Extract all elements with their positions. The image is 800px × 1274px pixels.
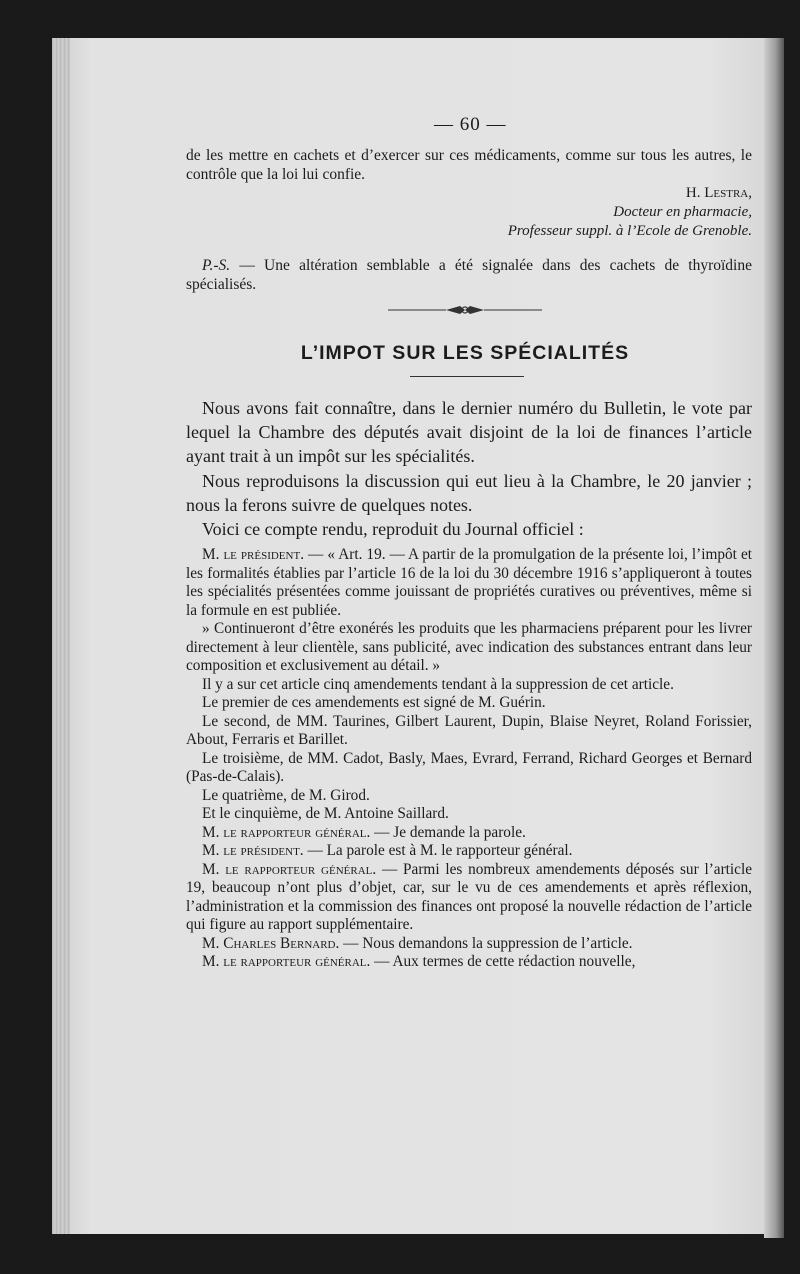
debate-paragraph: Et le cinquième, de M. Antoine Saillard. [202, 805, 449, 822]
lead-paragraph-3: Voici ce compte rendu, reproduit du Journal officiel : [202, 519, 584, 540]
debate-paragraph: Le troisième, de MM. Cadot, Basly, Maes, Evrard, Ferrand, Richard Georges et Bernard (Pas-de-Calais). [186, 749, 752, 785]
postscript [186, 256, 752, 294]
ornament-divider-icon [388, 303, 542, 317]
debate-paragraph: » Continueront d’être exonérés les produits que les pharmaciens préparent pour les livrer directement à leur clientèle, sans publicité, avec indication des substances entrant dans leur composition et exclusivement au détail. » [186, 620, 752, 674]
signature-affiliation: Professeur suppl. à l’Ecole de Grenoble. [507, 223, 752, 239]
page-stack-edge [52, 38, 70, 1234]
debate-paragraph: M. le rapporteur général. — Parmi les nombreux amendements déposés sur l’article 19, beaucoup n’ont plus d’objet, car, sur le vu de ces amendements et après réflexion, l’administration et la commission des finances ont proposé la nouvelle rédaction de l’article qui figure au rapport supplémentaire. [186, 860, 752, 933]
debate-paragraph: M. le président. — La parole est à M. le rapporteur général. [202, 842, 573, 859]
heading-underline [410, 376, 524, 377]
intro-block [186, 146, 752, 184]
intro-paragraph: de les mettre en cachets et d’exercer sur ces médicaments, comme sur tous les autres, le contrôle que la loi lui confie. [186, 147, 752, 183]
signature-block [400, 184, 752, 241]
page-gutter-shadow [764, 38, 784, 1238]
debate-paragraph: Il y a sur cet article cinq amendements tendant à la suppression de cet article. [202, 675, 674, 693]
debate-paragraph: Le second, de MM. Taurines, Gilbert Laurent, Dupin, Blaise Neyret, Roland Forissier, About, Ferraris et Barillet. [186, 712, 752, 748]
page-number: — 60 — [434, 114, 507, 135]
ps-label: P.-S. [202, 257, 231, 274]
debate-paragraph: Le quatrième, de M. Girod. [202, 786, 370, 804]
debate-paragraph: M. le président. — « Art. 19. — A partir de la promulgation de la présente loi, l’impôt et les formalités établies par l’article 16 de la loi du 30 décembre 1916 s’appliqueront à toutes les spécialités présentées comme jouissant de propriétés curatives ou préventives, même si la formule en est publiée. [186, 546, 752, 619]
debate-paragraph: M. Charles Bernard. — Nous demandons la suppression de l’article. [202, 934, 633, 952]
lead-block [186, 396, 752, 541]
lead-paragraph-1: Nous avons fait connaître, dans le dernier numéro du Bulletin, le vote par lequel la Chambre des députés avait disjoint de la loi de finances l’article ayant trait à un impôt sur les spécialités. [186, 398, 752, 467]
debate-paragraph: Le premier de ces amendements est signé de M. Guérin. [202, 694, 546, 711]
lead-paragraph-2: Nous reproduisons la discussion qui eut lieu à la Chambre, le 20 janvier ; nous la ferons suivre de quelques notes. [186, 470, 752, 515]
signature-title: Docteur en pharmacie, [613, 204, 752, 220]
debate-paragraph: M. le rapporteur général. — Aux termes de cette rédaction nouvelle, [202, 953, 636, 970]
signature-name: H. Lestra, [685, 185, 752, 201]
section-heading: L’IMPOT SUR LES SPÉCIALITÉS [300, 342, 630, 364]
debate-transcript [186, 546, 752, 972]
debate-paragraph: M. le rapporteur général. — Je demande la parole. [202, 823, 526, 841]
ps-text: — Une altération semblable a été signalée dans des cachets de thyroïdine spécialisés. [186, 257, 752, 293]
